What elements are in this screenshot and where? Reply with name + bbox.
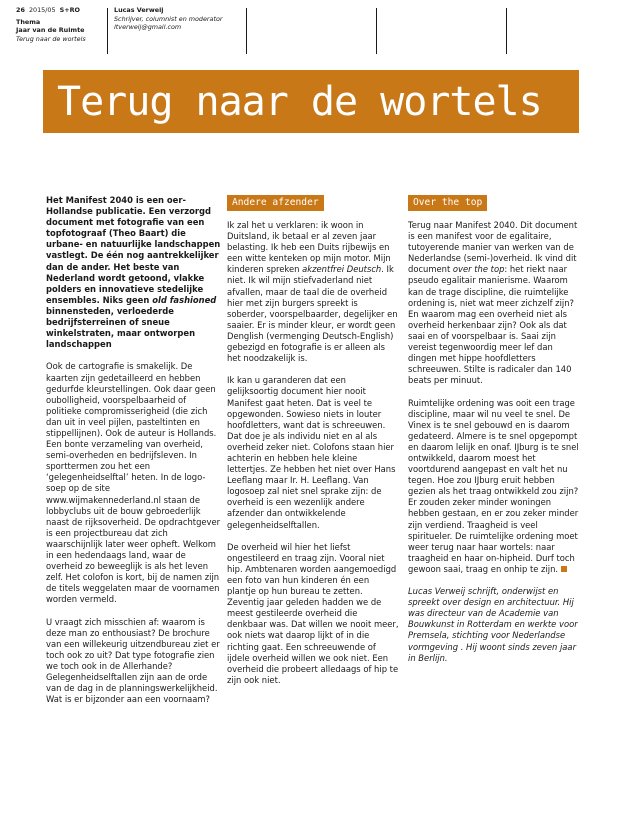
column-3 xyxy=(408,195,580,675)
body-paragraph: Ik zal het u verklaren: ik woon in Duitsland, ik betaal er al zeven jaar belasting. Ik heb een Duits rijbewijs en een witte kenteken op mijn motor. Mijn kinderen spreken akzentfrei Deutsch. Ik niet. Ik wil mijn stiefvaderland niet afvallen, maar de taal die de overheid hier met zijn burgers spreekt is soberder, voorspelbaarder, degelijker en saaier. Er is minder kleur, er wordt geen Denglish (vermenging Deutsch-English) gebezigd en fotografie is er alleen als het noodzakelijk is. xyxy=(227,220,398,364)
end-mark-icon xyxy=(561,566,567,572)
page-number: 26 xyxy=(16,6,25,14)
header-divider xyxy=(246,8,247,54)
section-label: Thema xyxy=(16,17,41,26)
theme-label: Jaar van de Ruimte xyxy=(16,26,85,35)
body-paragraph: Terug naar Manifest 2040. Dit document is een manifest voor de egalitaire, tutoyerende manier van werken van de Nederlandse (semi-)overheid. Ik vind dit document over the top: het riekt naar pseudo egalitair manierisme. Waarom kan de trage discipline, die ruimtelijke ordening is, niet wat meer zichzelf zijn? En waarom mag een overheid niet als overheid herkenbaar zijn? Ook als dat saai en of voorspelbaar is. Saai zijn vereist tegenwoordig meer lef dan dingen met hippe hoofdletters schreeuwen. Stilte is radicaler dan 140 beats per minuut. xyxy=(408,220,578,386)
body-paragraph: Ik kan u garanderen dat een gelijksoortig document hier nooit Manifest gaat heten. Dat is veel te opgewonden. Sowieso niets in louter hoofdletters, want dat is schreeuwen. Dat doe je als individu niet en al als overheid zeker niet. Colofons staan hier achterin en hebben hele kleine lettertjes. Ze hebben het niet over Hans Leeflang maar Ir. H. Leeflang. Van logosoep zal niet snel sprake zijn: de overheid is een wezenlijk andere afzender dan ontwikkelende gelegenheidselftallen. xyxy=(227,375,396,530)
title-banner xyxy=(43,70,579,133)
author-role: Schrijver, columnist en moderator xyxy=(114,14,223,23)
body-paragraph: De overheid wil hier het liefst ongestileerd en traag zijn. Vooral niet hip. Ambtenaren worden aangemoedigd een foto van hun kinderen én een plantje op hun bureau te zetten. Zeventig jaar geleden hadden we de meest gestileerde overheid die denkbaar was. Dat willen we nooit meer, ook niets wat daarop lijkt of in die richting gaat. Een schreeuwende of ijdele overheid willen we ook niet. Een overheid die probeert alledaags of hip te zijn ook niet. xyxy=(227,541,399,685)
author-bio: Lucas Verweij schrijft, onderwijst en spreekt over design en architectuur. Hij was directeur van de Academie van Bouwkunst in Rotterdam en werkte voor Premsela, stichting voor Nederlandse vormgeving . Hij woont sinds zeven jaar in Berlijn. xyxy=(408,586,578,663)
magazine-name: S+RO xyxy=(59,6,80,14)
column-2 xyxy=(227,195,399,697)
header-divider xyxy=(376,8,377,54)
lead-paragraph: Het Manifest 2040 is een oer-Hollandse publicatie. Een verzorgd document met fotografie van een topfotograaf (Theo Baart) die urbane- en natuurlijke landschappen vastlegt. De één nog aantrekkelijker dan de ander. Het beste van Nederland wordt getoond, vlakke polders en innovatieve stedelijke ensembles. Niks geen old fashioned binnensteden, verloederde bedrijfsterreinen of sneue winkelstraten, maar ontworpen landschappen xyxy=(46,195,221,350)
body-paragraph: Ook de cartografie is smakelijk. De kaarten zijn gedetailleerd en hebben gedurfde kleurstellingen. Ook daar geen oubolligheid, voorspelbaarheid of politieke compromisserigheid (die zich dan uit in veel pijlen, pasteltinten en stippellijnen). Ook de auteur is Hollands. Een bonte verzameling van overheid, semi-overheden en bedrijfsleven. In sporttermen zou het een ‘gelegenheidselftal’ heten. In de logo-soep op de site www.wijmakennederland.nl staan de lobbyclubs uit de bouw gebroederlijk naast de rijksoverheid. De opdrachtgever is een projectbureau dat zich waarschijnlijk later weer opheft. Welkom in een hedendaags land, waar de overheid zo beweeglijk is als het leven zelf. Het colofon is kort, bij de namen zijn de titels weggelaten maar de voornamen worden vermeld. xyxy=(46,361,221,605)
subheading-tag: Over the top xyxy=(408,195,487,211)
author-name: Lucas Verweij xyxy=(114,6,164,14)
author-email[interactable]: ltverweij@gmail.com xyxy=(114,23,182,32)
article-short-title: Terug naar de wortels xyxy=(16,34,86,43)
header-divider xyxy=(107,8,108,54)
subheading-tag: Andere afzender xyxy=(227,195,324,211)
article-title: Terug naar de wortels xyxy=(57,78,542,125)
page-header xyxy=(0,6,630,54)
header-divider xyxy=(506,8,507,54)
body-paragraph: U vraagt zich misschien af: waarom is deze man zo enthousiast? De brochure van een willekeurig uitzendbureau ziet er toch ook zo uit? Dat type fotografie zien we toch ook in de Allerhande? Gelegenheidselftallen zijn aan de orde van de dag in de planningswerkelijkheid. Wat is er bijzonder aan een voornaam? xyxy=(46,616,220,705)
body-paragraph: Ruimtelijke ordening was ooit een trage discipline, maar wil nu veel te snel. De Vinex is te snel gebouwd en is daarom gedateerd. Almere is te snel opgepompt en daarom lelijk en onaf. IJburg is te snel ontwikkeld, daarom moest het voortdurend aangepast en valt het nu tegen. Hoe zou IJburg eruit hebben gezien als het traag ontwikkeld zou zijn? Er zouden zeker minder woningen hebben gestaan, en er zou zeker minder zijn verdiend. Traagheid is veel spiritueler. De ruimtelijke ordening moet weer terug naar haar wortels: naar traagheid en haar on-hipheid. Durf toch gewoon saai, traag en onhip te zijn. xyxy=(408,397,579,574)
column-1 xyxy=(46,195,223,716)
issue-number: 2015/05 xyxy=(28,6,56,14)
author-block xyxy=(114,6,244,54)
folio xyxy=(16,6,111,54)
